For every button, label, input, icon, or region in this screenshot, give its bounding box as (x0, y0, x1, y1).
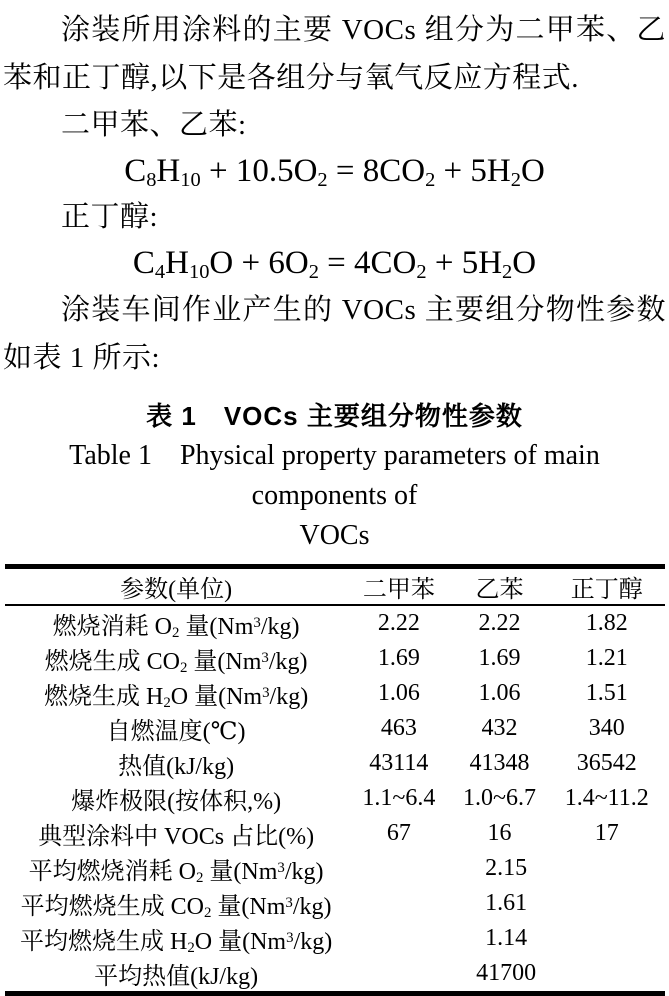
table-header-row (5, 567, 665, 606)
cell-value: 2.22 (377, 610, 420, 636)
table-row-merged (5, 851, 665, 886)
cell-value: 1.51 (585, 680, 628, 706)
cell-value: 43114 (369, 750, 429, 776)
row-label: 燃烧生成 $H_2O$ 量(Nm$^3$/kg) (43, 684, 309, 712)
table-intro-paragraph: 涂装车间作业产生的 VOCs 主要组分物性参数如表 1 所示: (3, 294, 666, 374)
row-label: 平均燃烧消耗 $O_2$ 量(Nm$^3$/kg) (28, 859, 324, 887)
row-label: 平均燃烧生成 $H_2O$ 量(Nm$^3$/kg) (19, 929, 333, 957)
cell-value: 2.22 (478, 610, 521, 636)
cell-value: 1.21 (585, 645, 628, 671)
cell-value: 1.0~6.7 (462, 785, 536, 811)
cell-merged-value: 1.61 (485, 890, 528, 916)
vocs-properties-table (5, 564, 665, 996)
row-label: 典型涂料中 VOCs 占比(%) (38, 824, 315, 850)
table-row-merged (5, 956, 665, 994)
header-parameter: 参数(单位) (5, 567, 348, 606)
header-ethylbenzene: 乙苯 (450, 567, 549, 606)
table1-caption-english-line2: VOCs (299, 520, 370, 551)
cell-value: 1.4~11.2 (564, 785, 649, 811)
cell-value: 16 (487, 820, 512, 846)
butanol-oxidation-equation: $C_4H_{10}O + 6O_2 = 4CO_2 + 5H_2O$ (132, 245, 537, 283)
table-row (5, 746, 665, 781)
cell-merged-value: 1.14 (485, 925, 528, 951)
cell-value: 1.06 (478, 680, 521, 706)
row-label: 爆炸极限(按体积,%) (71, 789, 282, 815)
row-label: 燃烧生成 $CO_2$ 量(Nm$^3$/kg) (44, 649, 308, 677)
cell-value: 463 (380, 715, 417, 741)
cell-value: 1.1~6.4 (362, 785, 436, 811)
table-row (5, 711, 665, 746)
cell-value: 1.69 (478, 645, 521, 671)
cell-value: 17 (594, 820, 619, 846)
row-label: 热值(kJ/kg) (118, 754, 235, 780)
table-row (5, 641, 665, 676)
cell-value: 432 (481, 715, 518, 741)
cell-merged-value: 2.15 (485, 855, 528, 881)
table-row-merged (5, 886, 665, 921)
header-xylene: 二甲苯 (348, 567, 450, 606)
table1-caption-english-line1: Table 1 Physical property parameters of main components of (69, 440, 600, 511)
cell-value: 340 (588, 715, 625, 741)
xylene-ethylbenzene-heading: 二甲苯、乙苯: (61, 109, 247, 141)
xylene-oxidation-equation: $C_8H_{10} + 10.5O_2 = 8CO_2 + 5H_2O$ (124, 153, 545, 191)
table-body (5, 605, 665, 994)
table-row (5, 816, 665, 851)
row-label: 自燃温度(℃) (106, 719, 246, 745)
table-row-merged (5, 921, 665, 956)
cell-merged-value: 41700 (476, 960, 537, 986)
cell-value: 67 (386, 820, 411, 846)
table1-caption-chinese: 表 1 VOCs 主要组分物性参数 (146, 401, 523, 431)
cell-value: 1.82 (585, 610, 628, 636)
row-label: 平均热值(kJ/kg) (94, 964, 259, 990)
table-header (5, 567, 665, 606)
cell-value: 41348 (469, 750, 530, 776)
table-row (5, 676, 665, 711)
header-butanol: 正丁醇 (549, 567, 665, 606)
cell-value: 36542 (576, 750, 637, 776)
intro-paragraph: 涂装所用涂料的主要 VOCs 组分为二甲苯、乙苯和正丁醇,以下是各组分与氧气反应方程式. (3, 14, 666, 94)
butanol-heading: 正丁醇: (61, 201, 159, 233)
cell-value: 1.06 (377, 680, 420, 706)
row-label: 燃烧消耗 $O_2$ 量(Nm$^3$/kg) (52, 614, 300, 642)
cell-value: 1.69 (377, 645, 420, 671)
row-label: 平均燃烧生成 $CO_2$ 量(Nm$^3$/kg) (20, 894, 332, 922)
table-row (5, 781, 665, 816)
table-row (5, 605, 665, 641)
